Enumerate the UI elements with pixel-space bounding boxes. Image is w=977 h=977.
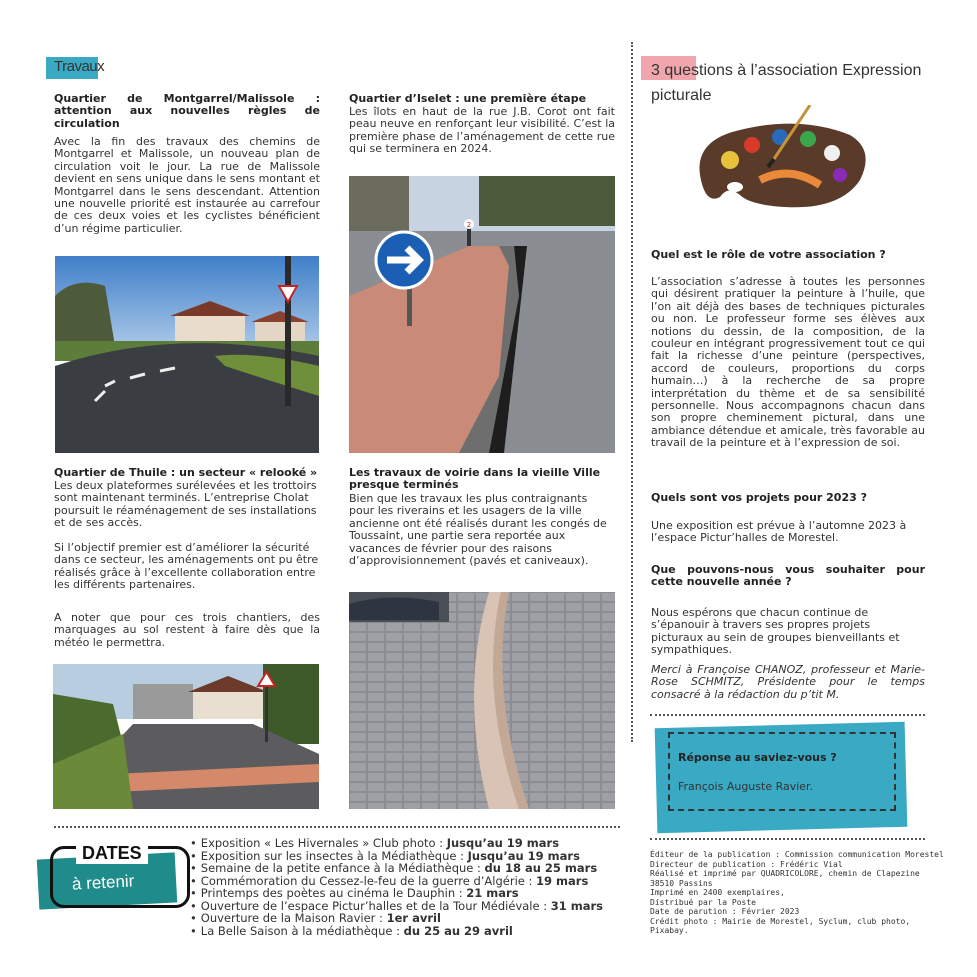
credit-line: Distribué par la Poste — [650, 897, 756, 907]
answer-3: Nous espérons que chacun continue de s’épanouir à travers ses propres projets picturaux au sein de groupes bienveillants et sympathiques. — [651, 606, 900, 657]
right-divider-1 — [650, 714, 925, 716]
credit-line: Réalisé et imprimé par QUADRICOLORE, chemin de Clapezine — [650, 869, 920, 878]
article-heading-iselet: Quartier d’Iselet : une première étape — [349, 92, 587, 105]
answer-1: L’association s’adresse à toutes les personnes qui désirent pratiquer la peinture à l’huile, que l’on ait déjà des bases de techniques picturales ou non. Le professeur forme ses élèves aux notions du dessin, de la composition, de la couleur en intégrant progressivement tout ce qui fait la richesse d’une peinture (perspectives, accord de couleurs, proportions du corps humain…) à la recherche de sa propre interprétation du thème et de sa sensibilité personnelle. Nous accompagnons chacun dans son propre cheminement pictural, dans une ambiance détendue et amicale, très favorable au travail de la peinture et à l’expression de soi. — [651, 275, 925, 450]
response-title: Réponse au saviez-vous ? — [678, 751, 837, 764]
date-item: • Semaine de la petite enfance à la Médiathèque : du 18 au 25 mars — [190, 862, 630, 875]
credit-line: 38510 Passins — [650, 878, 713, 888]
answer-2: Une exposition est prévue à l’automne 2023 à l’espace Pictur’halles de Morestel. — [651, 519, 907, 545]
date-item: • Ouverture de la Maison Ravier : 1er avril — [190, 912, 630, 925]
question-2: Quels sont vos projets pour 2023 ? — [651, 491, 867, 504]
article-heading-vieille-ville: Les travaux de voirie dans la vieille Ville presque terminés — [349, 466, 601, 492]
credit-line: Éditeur de la publication : Commission communication Morestel — [650, 850, 944, 859]
bottom-divider — [54, 826, 620, 828]
article-heading-montgarrel: Quartier de Montgarrel/Malissole : attention aux nouvelles règles de circulation — [54, 92, 320, 130]
photo-vieille-ville-paving — [349, 592, 615, 809]
photo-montgarrel-junction — [55, 256, 319, 453]
credit-line: Crédit photo : Mairie de Morestel, Syclum, club photo, — [650, 916, 911, 926]
article-body-thuile-2: Si l’objectif premier est d’améliorer la sécurité dans ce secteur, les aménagements ont pu être réalisés grâce à l’excellente collaboration entre les différents partenaires. — [54, 541, 319, 592]
article-body-thuile-3: A noter que pour ces trois chantiers, des marquages au sol restent à faire dès que la météo le permettra. — [54, 611, 320, 649]
question-3: Que pouvons-nous vous souhaiter pour cette nouvelle année ? — [651, 563, 925, 589]
credit-line: Imprimé en 2400 exemplaires, — [650, 888, 785, 897]
response-answer: François Auguste Ravier. — [678, 780, 814, 793]
article-body-iselet: Les îlots en haut de la rue J.B. Corot ont fait peau neuve en renforçant leur visibilité. C’est la première phase de l’aménagement de cette rue qui se terminera en 2024. — [349, 105, 615, 156]
article-heading-thuile: Quartier de Thuile : un secteur « relooké » — [54, 466, 318, 479]
response-box-border — [668, 732, 896, 811]
publication-credits — [650, 850, 944, 936]
credit-line: Pixabay. — [650, 926, 689, 935]
right-divider-2 — [650, 838, 925, 840]
article-body-montgarrel: Avec la fin des travaux des chemins de Montgarrel et Malissole, un nouveau plan de circulation voit le jour. La rue de Malissole devient en sens unique dans le sens montant et Montgarrel dans le sens descendant. Attention une nouvelle priorité est instaurée au carrefour de ces deux voies et les cyclistes bénéficient d’un régime particulier. — [54, 135, 320, 235]
dates-badge-title: DATES — [76, 843, 148, 864]
date-item: • La Belle Saison à la médiathèque : du 25 au 29 avril — [190, 925, 630, 938]
question-1: Quel est le rôle de votre association ? — [651, 248, 886, 261]
date-item: • Printemps des poètes au cinéma le Dauphin : 21 mars — [190, 887, 630, 900]
date-item: • Exposition sur les insectes à la Médiathèque : Jusqu’au 19 mars — [190, 850, 630, 863]
date-item: • Exposition « Les Hivernales » Club photo : Jusqu’au 19 mars — [190, 837, 630, 850]
paint-palette-illustration — [690, 105, 870, 217]
article-body-vieille-ville: Bien que les travaux les plus contraignants pour les riverains et les usagers de la ville ancienne ont été réalisés durant les congés de Toussaint, une partie sera reportée aux vacances de février pour des raisons d’approvisionnement (pavés et caniveaux). — [349, 492, 607, 568]
credit-line: Directeur de publication : Frédéric Vial — [650, 859, 843, 869]
section-title-travaux: Travaux — [54, 58, 105, 75]
article-body-thuile-1: Les deux plateformes surélevées et les trottoirs sont maintenant terminés. L’entreprise Cholat poursuit le réaménagement de ses installations et de ses accès. — [54, 479, 317, 530]
bollard-number: 2 — [466, 221, 472, 229]
date-item: • Ouverture de l’espace Pictur’halles et de la Tour Médiévale : 31 mars — [190, 900, 630, 913]
dates-list — [190, 837, 630, 937]
dates-badge-subtitle: à retenir — [71, 871, 135, 894]
photo-iselet-island — [349, 176, 615, 453]
interview-title: 3 questions à l’association Expression picturale — [651, 62, 922, 104]
credit-line: Date de parution : Février 2023 — [650, 907, 800, 916]
date-item: • Commémoration du Cessez-le-feu de la guerre d’Algérie : 19 mars — [190, 875, 630, 888]
photo-thuile-street — [53, 664, 319, 809]
column-divider — [631, 42, 633, 742]
thanks-note: Merci à Françoise CHANOZ, professeur et Marie-Rose SCHMITZ, Présidente pour le temps consacré à la rédaction du p’tit M. — [651, 663, 925, 701]
